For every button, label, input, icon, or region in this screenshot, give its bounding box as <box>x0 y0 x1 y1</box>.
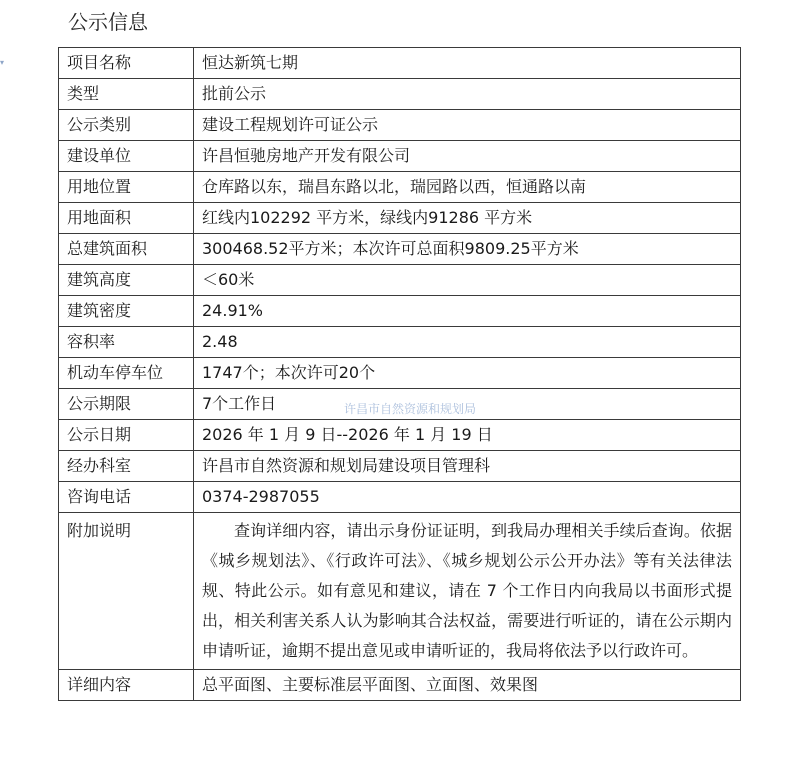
table-row-developer <box>59 141 741 172</box>
row-value: 建设工程规划许可证公示 <box>194 110 741 141</box>
collapse-marker-icon: ▾ <box>0 58 5 67</box>
row-value: 许昌恒驰房地产开发有限公司 <box>194 141 741 172</box>
row-value: 红线内102292 平方米，绿线内91286 平方米 <box>194 203 741 234</box>
row-value: 0374-2987055 <box>194 482 741 513</box>
table-row-type <box>59 79 741 110</box>
row-label: 附加说明 <box>59 513 194 670</box>
table-row-handling-office <box>59 451 741 482</box>
table-row-project-name <box>59 48 741 79</box>
row-value: 许昌市自然资源和规划局建设项目管理科 <box>194 451 741 482</box>
row-label: 详细内容 <box>59 670 194 701</box>
row-value: 仓库路以东，瑞昌东路以北，瑞园路以西，恒通路以南 <box>194 172 741 203</box>
row-value: 2026 年 1 月 9 日--2026 年 1 月 19 日 <box>194 420 741 451</box>
row-label: 公示日期 <box>59 420 194 451</box>
table-row-land-area <box>59 203 741 234</box>
row-value: 24.91% <box>194 296 741 327</box>
row-label: 用地面积 <box>59 203 194 234</box>
table-row-parking <box>59 358 741 389</box>
row-label: 咨询电话 <box>59 482 194 513</box>
row-label: 公示期限 <box>59 389 194 420</box>
table-row-phone <box>59 482 741 513</box>
row-value: ＜60米 <box>194 265 741 296</box>
row-label: 类型 <box>59 79 194 110</box>
row-value: 总平面图、主要标准层平面图、立面图、效果图 <box>194 670 741 701</box>
watermark-text: 许昌市自然资源和规划局 <box>344 402 477 416</box>
table-row-details <box>59 670 741 701</box>
row-label: 容积率 <box>59 327 194 358</box>
row-label: 总建筑面积 <box>59 234 194 265</box>
row-label: 项目名称 <box>59 48 194 79</box>
row-value: 300468.52平方米；本次许可总面积9809.25平方米 <box>194 234 741 265</box>
row-label: 公示类别 <box>59 110 194 141</box>
row-value: 1747个；本次许可20个 <box>194 358 741 389</box>
table-row-building-density <box>59 296 741 327</box>
row-label: 机动车停车位 <box>59 358 194 389</box>
row-label: 建筑密度 <box>59 296 194 327</box>
table-row-notice-category <box>59 110 741 141</box>
table-row-plot-ratio <box>59 327 741 358</box>
row-value: 2.48 <box>194 327 741 358</box>
row-value-notes: 查询详细内容，请出示身份证证明，到我局办理相关手续后查询。依据《城乡规划法》、《行政许可法》、《城乡规划公示公开办法》等有关法律法规、特此公示。如有意见和建议，请在 7 个工作日内向我局以书面形式提出，相关利害关系人认为影响其合法权益，需要进行听证的，请在公示期内申请听证，逾期不提出意见或申请听证的，我局将依法予以行政许可。 <box>194 513 741 670</box>
row-value: 批前公示 <box>194 79 741 110</box>
notice-info-table <box>58 47 741 701</box>
row-label: 建设单位 <box>59 141 194 172</box>
table-row-additional-notes <box>59 513 741 670</box>
row-value: 恒达新筑七期 <box>194 48 741 79</box>
row-label: 经办科室 <box>59 451 194 482</box>
row-value: 7个工作日 <box>194 389 741 420</box>
table-row-notice-date <box>59 420 741 451</box>
page-title: 公示信息 <box>68 10 148 34</box>
table-row-location <box>59 172 741 203</box>
table-row-building-height <box>59 265 741 296</box>
row-label: 用地位置 <box>59 172 194 203</box>
table-row-total-floor-area <box>59 234 741 265</box>
row-label: 建筑高度 <box>59 265 194 296</box>
